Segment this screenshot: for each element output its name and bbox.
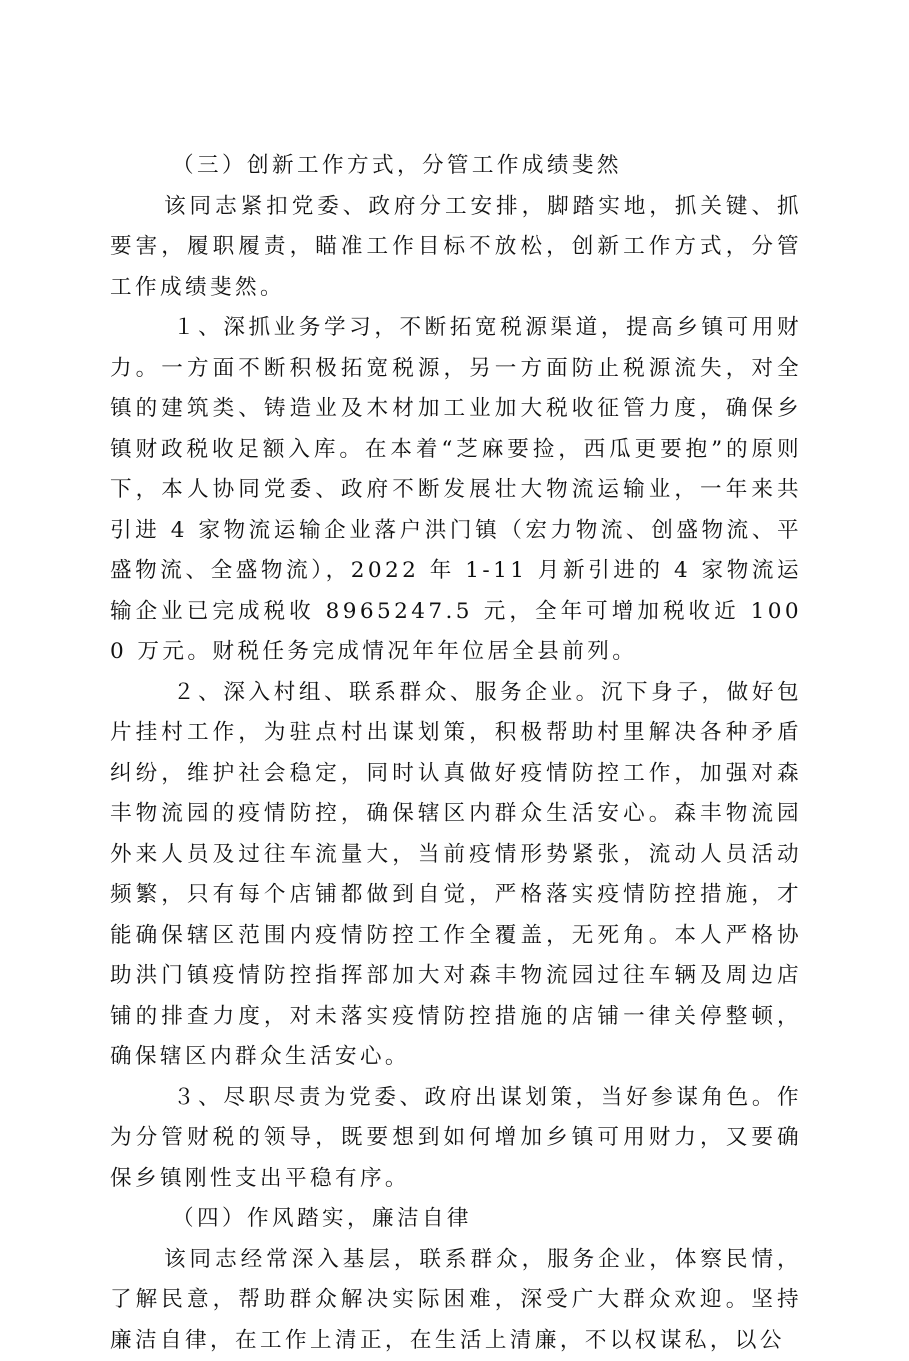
section-3-heading: （三）创新工作方式，分管工作成绩斐然	[110, 146, 802, 187]
section-3-item-2: ２、深入村组、联系群众、服务企业。沉下身子，做好包片挂村工作，为驻点村出谋划策，积极帮助村里解决各种矛盾纠纷，维护社会稳定，同时认真做好疫情防控工作，加强对森丰物流园的疫情防控，确保辖区内群众生活安心。森丰物流园外来人员及过往车流量大，当前疫情形势紧张，流动人员活动频繁，只有每个店铺都做到自觉，严格落实疫情防控措施，才能确保辖区范围内疫情防控工作全覆盖，无死角。本人严格协助洪门镇疫情防控指挥部加大对森丰物流园过往车辆及周边店铺的排查力度，对未落实疫情防控措施的店铺一律关停整顿，确保辖区内群众生活安心。	[110, 673, 802, 1078]
section-3-item-1: １、深抓业务学习，不断拓宽税源渠道，提高乡镇可用财力。一方面不断积极拓宽税源，另一方面防止税源流失，对全镇的建筑类、铸造业及木材加工业加大税收征管力度，确保乡镇财政税收足额入库。在本着“芝麻要捡，西瓜更要抱”的原则下，本人协同党委、政府不断发展壮大物流运输业，一年来共引进 4 家物流运输企业落户洪门镇（宏力物流、创盛物流、平盛物流、全盛物流），2022 年 1-11 月新引进的 4 家物流运输企业已完成税收 8965247.5 元，全年可增加税收近 1000 万元。财税任务完成情况年年位居全县前列。	[110, 308, 802, 673]
section-4-intro: 该同志经常深入基层，联系群众，服务企业，体察民情，了解民意，帮助群众解决实际困难，深受广大群众欢迎。坚持廉洁自律，在工作上清正，在生活上清廉，不以权谋私，以公	[110, 1240, 802, 1361]
section-3-item-3: ３、尽职尽责为党委、政府出谋划策，当好参谋角色。作为分管财税的领导，既要想到如何增加乡镇可用财力，又要确保乡镇刚性支出平稳有序。	[110, 1078, 802, 1200]
section-3-intro: 该同志紧扣党委、政府分工安排，脚踏实地，抓关键、抓要害，履职履责，瞄准工作目标不放松，创新工作方式，分管工作成绩斐然。	[110, 187, 802, 309]
section-4-heading: （四）作风踏实，廉洁自律	[110, 1199, 802, 1240]
document-body	[110, 146, 802, 1361]
